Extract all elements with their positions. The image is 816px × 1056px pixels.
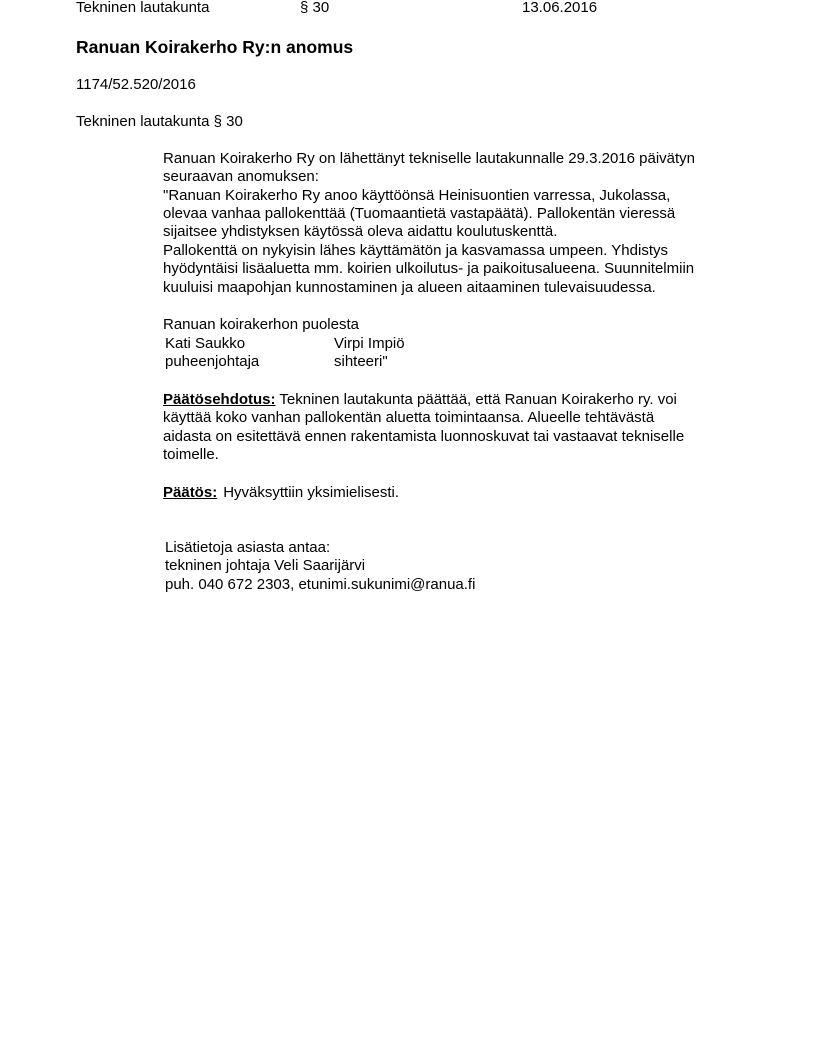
header-date: 13.06.2016 xyxy=(522,0,598,16)
proposal-line xyxy=(163,391,677,409)
contact-line: Lisätietoja asiasta antaa: xyxy=(165,539,331,556)
contact-line: tekninen johtaja Veli Saarijärvi xyxy=(165,557,366,574)
signature-on-behalf: Ranuan koirakerhon puolesta xyxy=(163,316,359,333)
document-title: Ranuan Koirakerho Ry:n anomus xyxy=(76,37,354,57)
contact-line: puh. 040 672 2303, etunimi.sukunimi@ranua.fi xyxy=(165,576,476,593)
decision-label: Päätös: xyxy=(163,484,218,501)
record-number: 1174/52.520/2016 xyxy=(76,76,196,93)
body-line: sijaitsee yhdistyksen käytössä oleva aidattu koulutuskenttä. xyxy=(163,223,558,240)
signer1-name: Kati Saukko xyxy=(165,335,246,352)
decision-line xyxy=(163,484,399,502)
proposal-line: käyttää koko vanhan pallokentän aluetta toimintaansa. Alueelle tehtävästä xyxy=(163,409,655,426)
proposal-label: Päätösehdotus: xyxy=(163,391,276,408)
proposal-line: aidasta on esitettävä ennen rakentamista luonnoskuvat tai vastaavat tekniselle xyxy=(163,428,685,445)
signer1-title: puheenjohtaja xyxy=(165,353,260,370)
signer2-title: sihteeri" xyxy=(334,353,388,370)
signer2-name: Virpi Impiö xyxy=(334,335,405,352)
body-line: "Ranuan Koirakerho Ry anoo käyttöönsä Heinisuontien varressa, Jukolassa, xyxy=(163,187,671,204)
header-board: Tekninen lautakunta xyxy=(76,0,210,16)
body-line: olevaa vanhaa pallokenttää (Tuomaantietä vastapäätä). Pallokentän vieressä xyxy=(163,205,676,222)
proposal-line: toimelle. xyxy=(163,446,219,463)
body-line: seuraavan anomuksen: xyxy=(163,168,319,185)
body-line: Ranuan Koirakerho Ry on lähettänyt tekniselle lautakunnalle 29.3.2016 päivätyn xyxy=(163,150,696,167)
body-line: kuuluisi maapohjan kunnostaminen ja alueen aitaaminen tulevaisuudessa. xyxy=(163,279,656,296)
board-section: Tekninen lautakunta § 30 xyxy=(76,113,243,130)
body-line: hyödyntäisi lisäaluetta mm. koirien ulkoilutus- ja paikoitusalueena. Suunnitelmiin xyxy=(163,260,695,277)
proposal-text: Tekninen lautakunta päättää, että Ranuan Koirakerho ry. voi xyxy=(275,391,677,408)
body-line: Pallokenttä on nykyisin lähes käyttämätön ja kasvamassa umpeen. Yhdistys xyxy=(163,242,668,259)
header-section: § 30 xyxy=(300,0,330,16)
decision-text: Hyväksyttiin yksimielisesti. xyxy=(223,484,400,501)
